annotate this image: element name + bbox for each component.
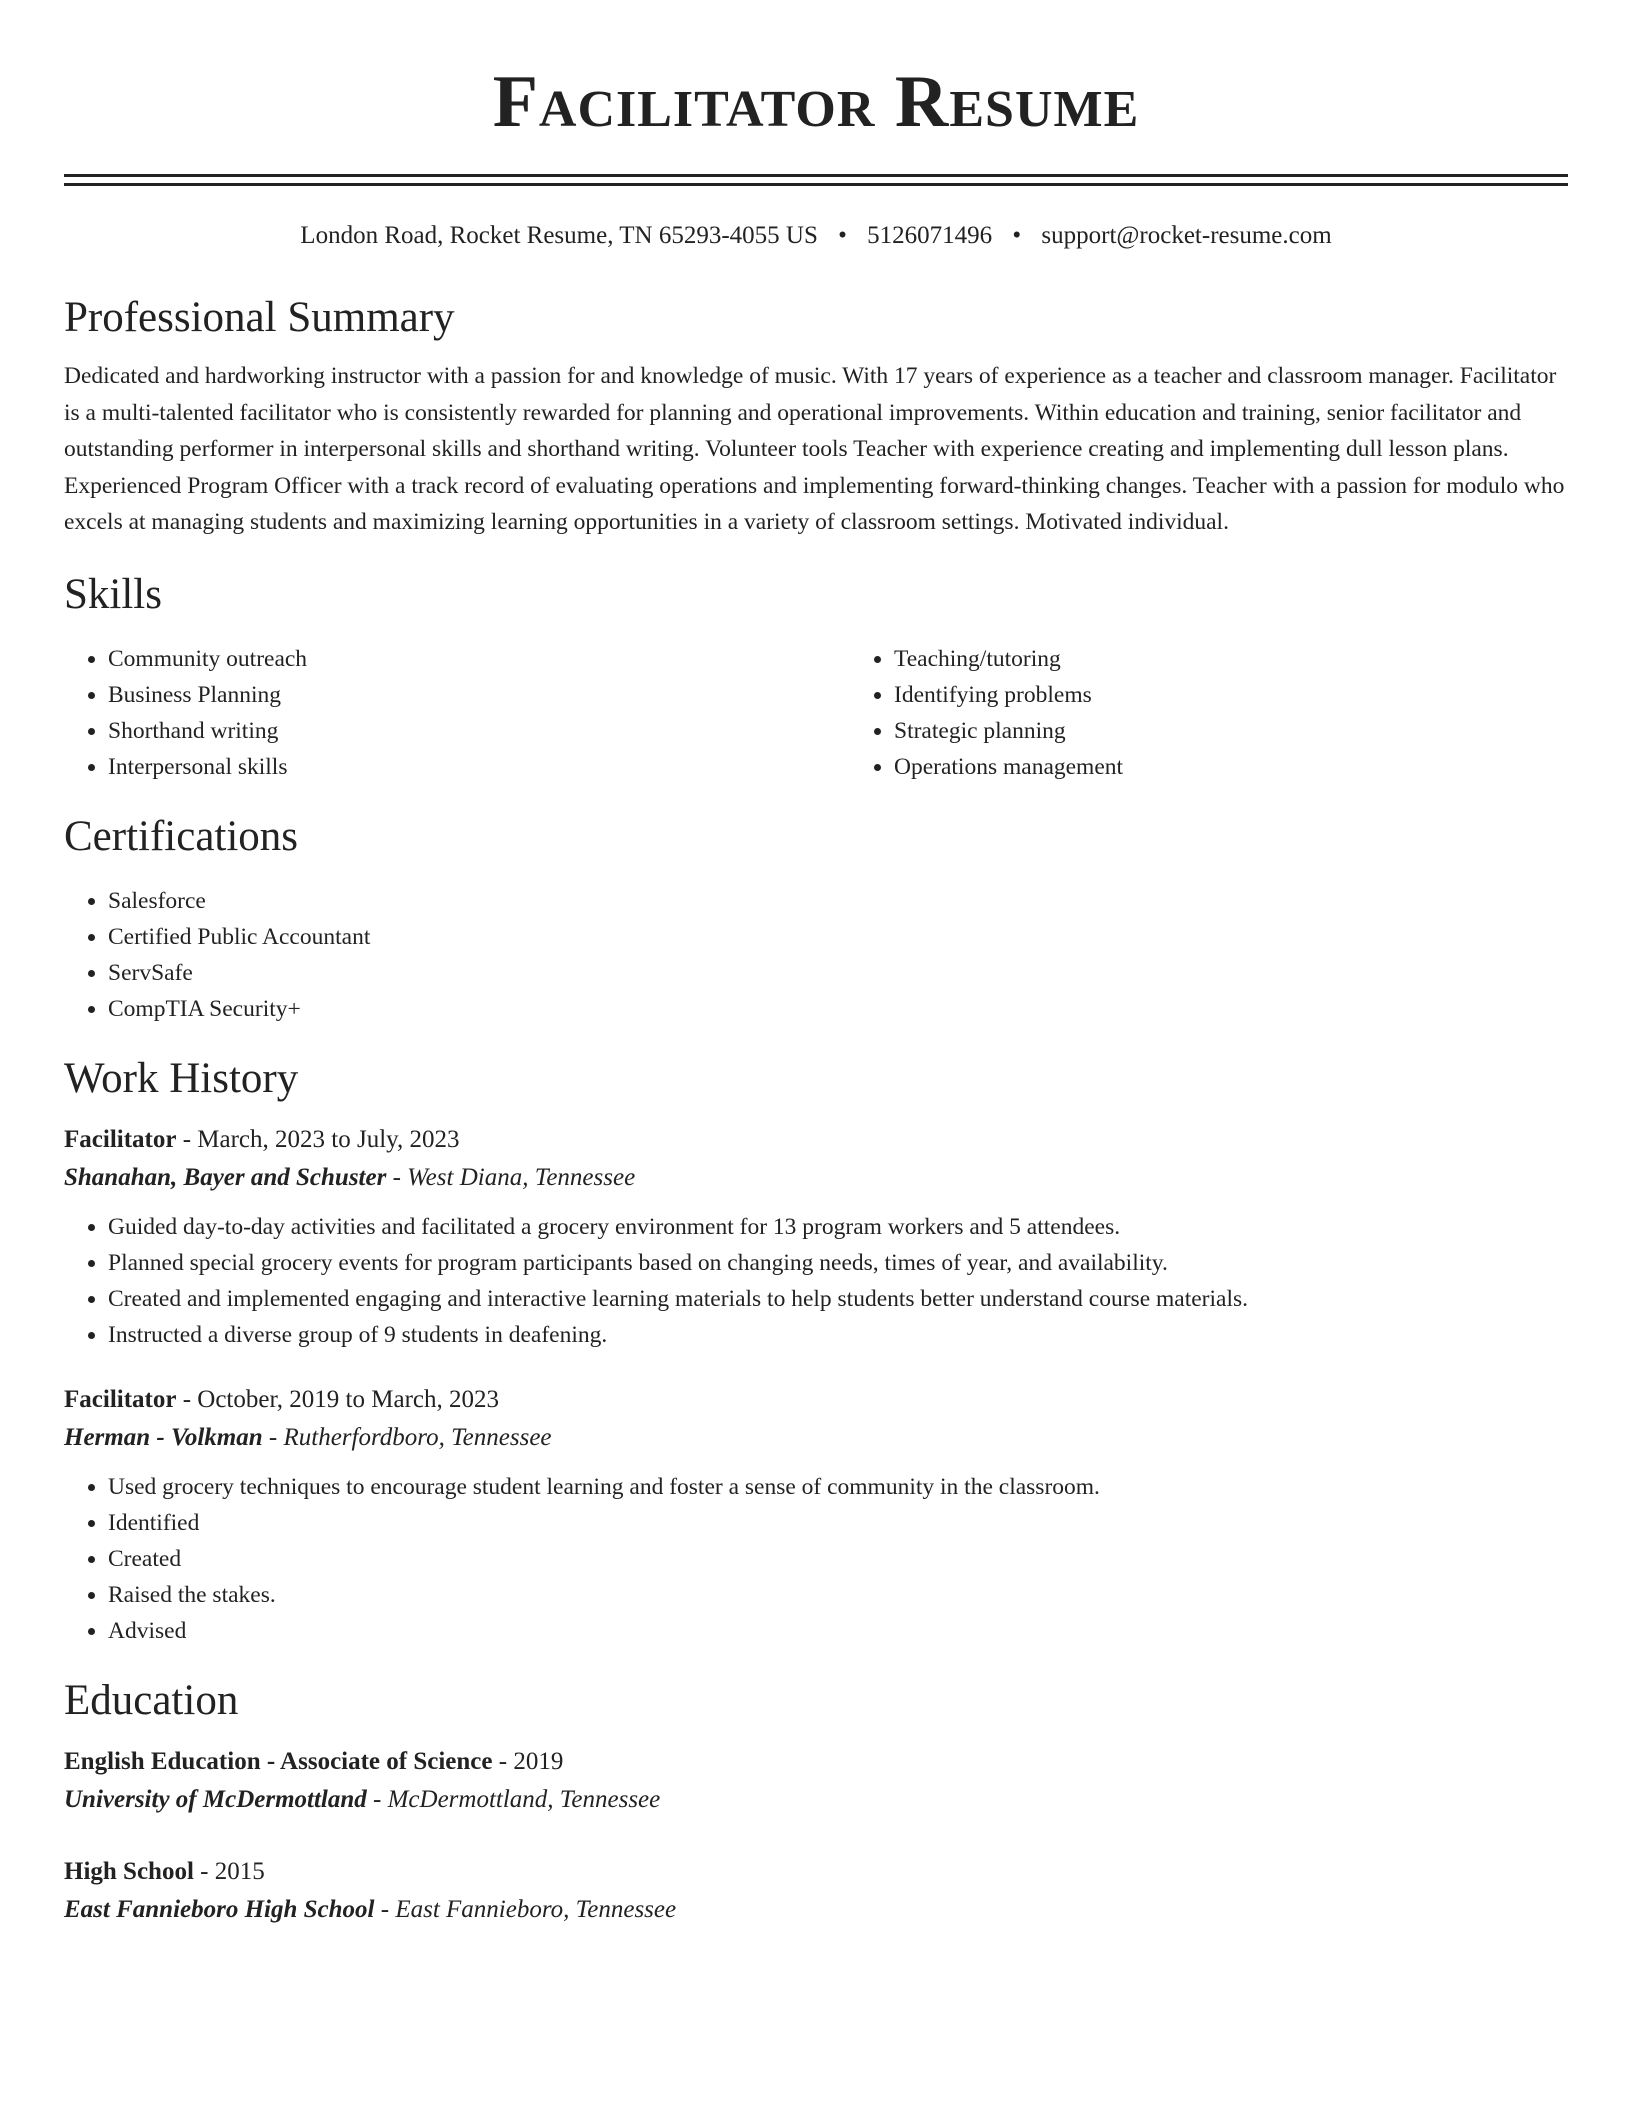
section-heading-education: Education (64, 1676, 239, 1724)
list-item: • Planned special grocery events for program participants based on changing needs, times of year, and availability. (108, 1245, 1568, 1281)
list-item: • Created and implemented engaging and interactive learning materials to help students better understand course materials. (108, 1281, 1568, 1317)
education-degree-line (64, 1853, 1568, 1891)
list-item: • Community outreach (108, 641, 850, 677)
list-item: • Shorthand writing (108, 713, 850, 749)
title-rule-top (64, 174, 1568, 177)
list-item: • Certified Public Accountant (108, 919, 1568, 955)
education-location: East Fannieboro, Tennessee (395, 1895, 677, 1923)
skills-column-left (64, 641, 850, 785)
education-school-line (64, 1781, 1568, 1819)
dash: - (182, 1125, 192, 1153)
list-item: • CompTIA Security+ (108, 991, 1568, 1027)
list-item: • Guided day-to-day activities and facilitated a grocery environment for 13 program workers and 5 attendees. (108, 1209, 1568, 1245)
job-location: West Diana, Tennessee (407, 1163, 636, 1191)
list-item: • Advised (108, 1613, 1568, 1649)
education-location: McDermottland, Tennessee (387, 1785, 661, 1813)
dash: - (268, 1423, 278, 1451)
job-employer: Herman - Volkman (64, 1423, 263, 1451)
job-dates: October, 2019 to March, 2023 (197, 1385, 499, 1413)
job-title: Facilitator (64, 1385, 177, 1413)
certifications-list (64, 883, 1568, 1027)
education-degree: High School (64, 1857, 194, 1885)
education-school-line (64, 1891, 1568, 1929)
job-dates: March, 2023 to July, 2023 (197, 1125, 460, 1153)
list-item: • Identifying problems (894, 677, 1568, 713)
page-title: Facilitator Resume (492, 61, 1140, 143)
skills-column-right (850, 641, 1568, 785)
job-employer-line (64, 1159, 1568, 1197)
list-item: • ServSafe (108, 955, 1568, 991)
job-bullets (64, 1469, 1568, 1649)
contact-separator: • (1012, 222, 1022, 249)
summary-text: Dedicated and hardworking instructor with a passion for and knowledge of music. With 17 years of experience as a teacher and classroom manager. Facilitator is a multi-talented facilitator who is consistently rewarded for planning and operational improvements. Within education and training, senior facilitator and outstanding performer in interpersonal skills and shorthand writing. Volunteer tools Teacher with experience creating and implementing dull lesson plans. Experienced Program Officer with a track record of evaluating operations and implementing forward-thinking changes. Teacher with a passion for modulo who excels at managing students and maximizing learning opportunities in a variety of classroom settings. Motivated individual. (64, 363, 1565, 535)
list-item: • Salesforce (108, 883, 1568, 919)
dash: - (392, 1163, 401, 1191)
section-heading-summary: Professional Summary (64, 294, 455, 341)
list-item: • Business Planning (108, 677, 850, 713)
section-heading-work-history: Work History (64, 1054, 299, 1102)
education-school: University of McDermottland (64, 1785, 367, 1813)
contact-address: London Road, Rocket Resume, TN 65293-4055 US (300, 222, 818, 249)
contact-separator: • (838, 222, 847, 249)
job-title-line (64, 1121, 1568, 1159)
education-degree-line (64, 1743, 1568, 1781)
contact-phone: 5126071496 (867, 222, 993, 249)
education-school: East Fannieboro High School (64, 1895, 375, 1923)
list-item: • Instructed a diverse group of 9 students in deafening. (108, 1317, 1568, 1353)
list-item: • Identified (108, 1505, 1568, 1541)
job-employer: Shanahan, Bayer and Schuster (64, 1163, 387, 1191)
list-item: • Strategic planning (894, 713, 1568, 749)
list-item: • Interpersonal skills (108, 749, 850, 785)
dash: - (373, 1785, 382, 1813)
contact-line (64, 220, 1568, 252)
title-rule-bottom (64, 183, 1568, 186)
dash: - (498, 1747, 508, 1775)
dash: - (200, 1857, 209, 1885)
job-bullets (64, 1209, 1568, 1353)
job-title: Facilitator (64, 1125, 177, 1153)
section-heading-skills: Skills (64, 570, 162, 618)
job-employer-line (64, 1419, 1568, 1457)
section-heading-certifications: Certifications (64, 812, 299, 860)
job-title-line (64, 1381, 1568, 1419)
skills-list (64, 641, 1568, 785)
education-year: 2015 (214, 1857, 265, 1885)
dash: - (380, 1895, 390, 1923)
list-item: • Teaching/tutoring (894, 641, 1568, 677)
list-item: • Operations management (894, 749, 1568, 785)
list-item: • Raised the stakes. (108, 1577, 1568, 1613)
education-year: 2019 (513, 1747, 564, 1775)
education-degree: English Education - Associate of Science (64, 1747, 493, 1775)
job-location: Rutherfordboro, Tennessee (283, 1423, 552, 1451)
list-item: • Used grocery techniques to encourage student learning and foster a sense of community in the classroom. (108, 1469, 1568, 1505)
list-item: • Created (108, 1541, 1568, 1577)
dash: - (182, 1385, 192, 1413)
contact-email: support@rocket-resume.com (1041, 222, 1332, 249)
